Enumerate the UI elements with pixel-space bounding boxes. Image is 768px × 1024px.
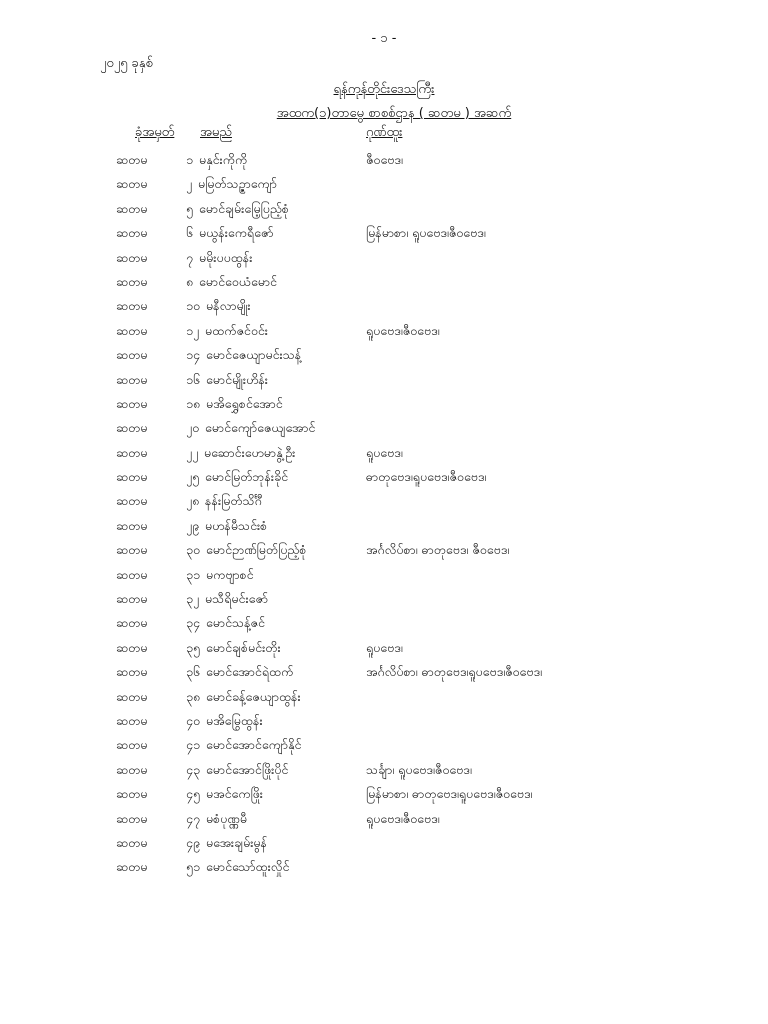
result-row [0,636,768,660]
student-name: မအိမြွေထွန်း [206,712,263,728]
roll-number: ၆ [186,225,194,241]
roll-number: ၁၂ [186,322,200,338]
roll-number: ၃၁ [186,566,201,582]
roll-number: ၁၆ [186,371,201,387]
roll-number: ၄၅ [186,786,201,802]
result-row [0,465,768,489]
roll-number-header: ခုံအမှတ် [135,125,175,140]
student-name: မဆောင်းဟေမာနွဲ့ဦး [204,444,296,460]
exam-code: ဆတမ [116,859,148,875]
student-name: မထက်ဇင်ဝင်း [205,322,268,338]
exam-code: ဆတမ [116,249,148,265]
roll-number: ၃၄ [186,615,201,631]
column-headers [0,124,768,146]
result-row [0,197,768,221]
result-row [0,416,768,440]
student-name: မောင်ဉာဏ်မြတ်ပြည့်စုံ [206,542,307,558]
distinctions: ဓာတုဗေဒ၊ရူပဗေဒ၊ဇီဝဗေဒ၊ [366,469,487,485]
distinctions: သင်္ချာ၊ ရူပဗေဒ၊ဇီဝဗေဒ၊ [366,761,472,777]
roll-number: ၄၃ [186,761,201,777]
distinctions: ရူပဗေဒ၊ဇီဝဗေဒ၊ [366,322,440,338]
distinctions: အင်္ဂလိပ်စာ၊ ဓာတုဗေဒ၊ ဇီဝဗေဒ၊ [366,542,510,558]
roll-number: ၅ [186,200,194,216]
student-name: မောင်ဇေယျာမင်းသန့် [206,347,302,363]
student-name: မောင်ချမ်းမြေ့ပြည့်စုံ [199,200,289,216]
results-list [0,148,768,880]
result-row [0,148,768,172]
exam-code: ဆတမ [116,322,148,338]
exam-code: ဆတမ [116,737,148,753]
result-row [0,611,768,635]
student-name: မအင်ကေဖြိုး [206,786,263,802]
roll-number: ၄၇ [186,810,201,826]
exam-code: ဆတမ [116,152,148,167]
exam-code: ဆတမ [116,469,148,485]
result-row [0,733,768,757]
exam-code: ဆတမ [116,273,148,289]
student-name: မယွန်းကေရီဇော် [199,225,274,241]
result-row [0,538,768,562]
student-name: မဟန်မီသင်းစံ [205,517,268,533]
roll-number: ၂၂ [186,444,199,460]
distinctions: ရူပဗေဒ၊ [366,639,403,655]
roll-number: ၇ [186,249,194,265]
result-row [0,392,768,416]
student-name: နန်းမြတ်သိင်္ဂီ [205,493,263,509]
student-name: မောင်ချစ်မင်းတိုး [206,639,281,655]
roll-number: ၈ [186,273,194,289]
result-row [0,246,768,270]
student-name: မောင်အောင်ကျော်နိုင် [206,737,302,753]
region-title: ရန်ကုန်တိုင်းဒေသကြီး [333,82,435,97]
exam-code: ဆတမ [116,542,148,558]
roll-number: ၂၉ [186,517,200,533]
result-row [0,294,768,318]
result-row [0,563,768,587]
exam-code: ဆတမ [116,225,148,241]
roll-number: ၄၁ [186,737,201,753]
result-row [0,660,768,684]
exam-code: ဆတမ [116,712,148,728]
roll-number: ၂၈ [186,493,200,509]
exam-code: ဆတမ [116,395,148,411]
result-row [0,319,768,343]
exam-code: ဆတမ [116,591,148,607]
result-row [0,831,768,855]
result-row [0,758,768,782]
exam-code: ဆတမ [116,347,148,363]
exam-code: ဆတမ [116,298,148,314]
student-name: မောင်မြတ်ဘုန်းခိုင် [205,469,289,485]
result-row [0,270,768,294]
distinctions: မြန်မာစာ၊ ရူပဗေဒ၊ဇီဝဗေဒ၊ [366,225,486,241]
exam-code: ဆတမ [116,664,148,680]
exam-code: ဆတမ [116,517,148,533]
result-row [0,807,768,831]
roll-number: ၃၀ [186,542,201,558]
result-row [0,514,768,538]
student-name: မောင်ခန့်ဇေယျာထွန်း [206,688,301,704]
student-name: မောင်မျိုးဟိန်း [206,371,268,387]
student-name: မောင်သော်ထူးလှိုင် [206,859,290,875]
student-name: မောင်အောင်ဖြိုးပိုင် [206,761,289,777]
distinctions-header: ဂုဏ်ထူး [366,125,403,140]
result-row [0,221,768,245]
student-name: မနှင်းကိုကို [199,152,248,167]
exam-code: ဆတမ [116,566,148,582]
roll-number: ၃၆ [186,664,201,680]
student-name: မမိုးပပထွန်း [199,249,253,265]
student-name: မောင်သန့်ဇင် [206,615,265,631]
roll-number: ၁၄ [186,347,201,363]
distinctions: ဇီဝဗေဒ၊ [366,152,403,167]
document-header [0,78,768,126]
roll-number: ၃၅ [186,639,201,655]
roll-number: ၁ [186,152,194,167]
exam-code: ဆတမ [116,493,148,509]
exam-code: ဆတမ [116,761,148,777]
student-name: မအိရွှေစင်အောင် [206,395,283,411]
student-name: မသီရိမင်းဇော် [205,591,269,607]
student-name: မောင်အောင်ရဲထက် [206,664,294,680]
student-name: မောင်ကျော်ဇေယျအောင် [205,420,316,436]
distinctions: အင်္ဂလိပ်စာ၊ ဓာတုဗေဒ၊ရူပဗေဒ၊ဇီဝဗေဒ၊ [366,664,542,680]
exam-code: ဆတမ [116,371,148,387]
roll-number: ၅၁ [186,859,201,875]
student-name: မစံပုဏ္ဏမီ [206,810,248,826]
exam-code: ဆတမ [116,615,148,631]
result-row [0,587,768,611]
roll-number: ၄၉ [186,834,201,850]
result-row [0,709,768,733]
name-header: အမည် [200,125,232,140]
exam-code: ဆတမ [116,688,148,704]
roll-number: ၂ [186,176,193,192]
roll-number: ၁၀ [186,298,201,314]
exam-code: ဆတမ [116,810,148,826]
roll-number: ၃၈ [186,688,201,704]
distinctions: ရူပဗေဒ၊ဇီဝဗေဒ၊ [366,810,440,826]
exam-code: ဆတမ [116,444,148,460]
student-name: မောင်ဝေယံမောင် [199,273,277,289]
result-row [0,855,768,879]
roll-number: ၂၅ [186,469,200,485]
student-name: မနီလာမျိုး [206,298,251,314]
roll-number: ၃၂ [186,591,200,607]
exam-code: ဆတမ [116,786,148,802]
result-row [0,782,768,806]
exam-year: ၂၀၂၅ ခုနှစ် [100,56,153,71]
result-row [0,685,768,709]
roll-number: ၄၀ [186,712,201,728]
student-name: မကဗျာစင် [206,566,254,582]
distinctions: ရူပဗေဒ၊ [366,444,403,460]
roll-number: ၁၈ [186,395,201,411]
distinctions: မြန်မာစာ၊ ဓာတုဗေဒ၊ရူပဗေဒ၊ဇီဝဗေဒ၊ [366,786,533,802]
result-row [0,489,768,513]
exam-code: ဆတမ [116,639,148,655]
exam-code: ဆတမ [116,834,148,850]
page-number: - ၁ - [371,31,397,46]
result-row [0,172,768,196]
student-name: မအေးချမ်းမွန် [206,834,268,850]
exam-code: ဆတမ [116,200,148,216]
exam-code: ဆတမ [116,420,148,436]
result-row [0,368,768,392]
student-name: မမြတ်သဉ္ဇာကျော် [198,176,277,192]
exam-center-title: အထက(၁)တာမွေ စာစစ်ဌာန ( ဆတမ ) အဆက် [276,106,512,121]
result-row [0,441,768,465]
exam-code: ဆတမ [116,176,148,192]
roll-number: ၂၀ [186,420,200,436]
result-row [0,343,768,367]
